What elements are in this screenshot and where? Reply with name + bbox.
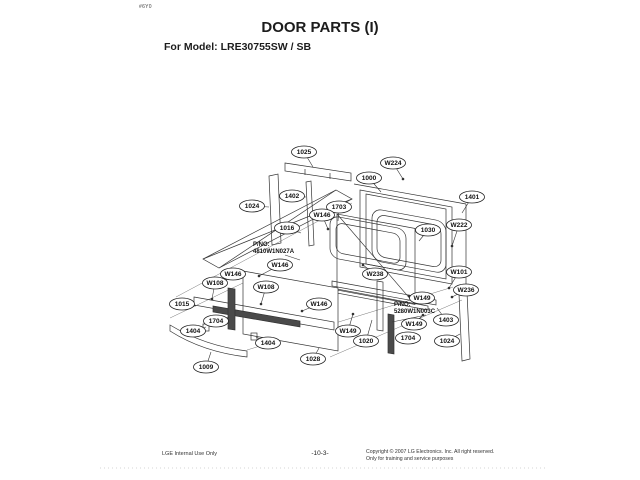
pno-leader-line [285, 255, 300, 260]
screw-dot [260, 303, 263, 306]
part-number-note: P/NO: 5280W1N003C [394, 302, 436, 315]
left-trim-strip [269, 174, 281, 245]
side-post [377, 281, 383, 331]
screw-dot [327, 228, 330, 231]
part-label-1009: 1009 [198, 364, 214, 372]
part-label-W146: W146 [224, 271, 242, 279]
part-number-note: P/NO: 4810W1N027A [253, 242, 295, 255]
part-label-1016: 1016 [279, 225, 295, 233]
part-label-W146: W146 [271, 262, 289, 270]
part-label-1030: 1030 [420, 227, 436, 235]
part-label-1020: 1020 [358, 338, 374, 346]
part-label-1704: 1704 [208, 318, 224, 326]
part-label-W146: W146 [313, 212, 331, 220]
part-label-1404: 1404 [185, 328, 201, 336]
screw-dot [451, 245, 454, 248]
screw-dot [352, 313, 355, 316]
screw-dot [258, 275, 261, 278]
part-label-W108: W108 [206, 280, 224, 288]
part-label-W236: W236 [457, 287, 475, 295]
screw-dot [211, 298, 214, 301]
part-label-W101: W101 [450, 269, 468, 277]
part-label-1402: 1402 [284, 193, 300, 201]
part-label-1704: 1704 [400, 335, 416, 343]
part-label-1025: 1025 [296, 149, 312, 157]
part-label-1024: 1024 [439, 338, 455, 346]
part-label-1015: 1015 [174, 301, 190, 309]
part-label-W149: W149 [405, 321, 423, 329]
page-title: DOOR PARTS (I) [261, 19, 379, 36]
handle-end-post-left [228, 288, 235, 330]
revision-mark: #6Y0 [139, 4, 152, 10]
screw-dot [402, 178, 405, 181]
part-label-1403: 1403 [438, 317, 454, 325]
right-trim-strip [459, 292, 470, 361]
footer-confidentiality: LGE Internal Use Only [162, 451, 218, 457]
top-trim-bar [285, 163, 351, 181]
part-label-1404: 1404 [260, 340, 276, 348]
part-label-W238: W238 [366, 271, 384, 279]
copyright-line-2: Only for training and service purposes [366, 456, 454, 463]
part-label-W146: W146 [310, 301, 328, 309]
part-label-W222: W222 [450, 222, 468, 230]
handle-end-post-right [388, 314, 394, 354]
screw-dot [362, 264, 365, 267]
part-label-W108: W108 [257, 284, 275, 292]
part-label-1000: 1000 [361, 175, 377, 183]
screw-dot [301, 310, 304, 313]
part-label-W149: W149 [339, 328, 357, 336]
footer-copyright [366, 449, 494, 463]
footer-page-number: -10-3- [311, 450, 329, 457]
part-label-1703: 1703 [331, 204, 347, 212]
part-label-W224: W224 [384, 160, 402, 168]
part-label-1024: 1024 [244, 203, 260, 211]
model-line: For Model: LRE30755SW / SB [164, 41, 312, 53]
part-label-1028: 1028 [305, 356, 321, 364]
screw-dot [451, 296, 454, 299]
part-label-1401: 1401 [464, 194, 480, 202]
copyright-line-1: Copyright © 2007 LG Electronics. Inc. All right reserved. [366, 449, 495, 455]
part-label-W149: W149 [413, 295, 431, 303]
screw-dot [448, 287, 451, 290]
